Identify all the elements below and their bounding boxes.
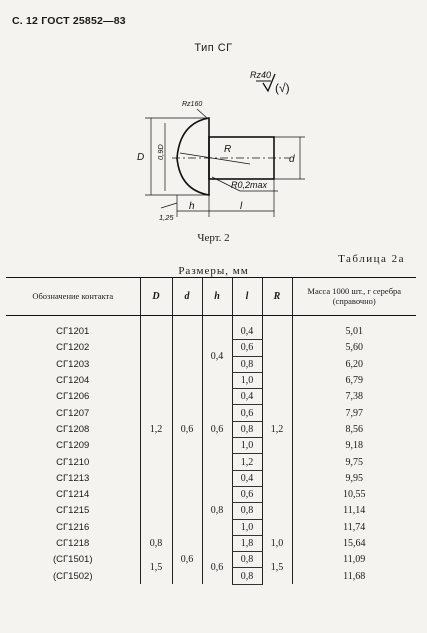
row-mass: 7,38 — [292, 389, 416, 405]
row-mass: 5,01 — [292, 324, 416, 340]
cell-h: 0,6 — [172, 535, 202, 584]
row-name: СГ1208 — [56, 423, 90, 435]
row-name: СГ1201 — [56, 326, 90, 338]
type-title: Тип СГ — [194, 42, 233, 54]
dimensions-table — [6, 277, 416, 585]
row-name: СГ1207 — [56, 407, 90, 419]
row-l: 0,4 — [232, 389, 262, 405]
row-name: СГ1209 — [56, 440, 90, 452]
row-name: СГ1206 — [56, 391, 90, 403]
diameter-d-label: d — [289, 154, 295, 165]
row-name: (СГ1501) — [53, 554, 93, 566]
height-h-label: h — [189, 201, 195, 212]
row-l: 0,6 — [232, 486, 262, 502]
table-row — [6, 324, 416, 340]
cell-d: 0,6 — [172, 324, 202, 536]
figure-caption: Черт. 2 — [197, 232, 230, 244]
cell-R: 1,2 — [262, 324, 292, 536]
row-mass: 9,18 — [292, 438, 416, 454]
cell-d: 0,8 — [140, 535, 172, 551]
cell-R: 1,0 — [262, 535, 292, 551]
roughness-rz40-label: Rz40 — [250, 70, 272, 80]
col-header-l: l — [232, 278, 262, 316]
cell-D: 1,2 — [140, 324, 172, 536]
col-header-D: D — [140, 278, 172, 316]
angle-125-label: 1,25 — [159, 213, 174, 222]
row-name: СГ1215 — [56, 505, 90, 517]
cell-R: 1,5 — [262, 552, 292, 585]
row-name: СГ1218 — [56, 538, 90, 549]
row-mass: 15,64 — [292, 535, 416, 551]
cell-h: 0,8 — [202, 470, 232, 551]
row-l: 1,0 — [232, 519, 262, 535]
row-name: СГ1210 — [56, 456, 90, 468]
cell-D: 1,5 — [140, 552, 172, 585]
row-mass: 6,79 — [292, 372, 416, 388]
col-header-mass: Масса 1000 шт., г серебра (справочно) — [292, 278, 416, 316]
row-mass: 11,14 — [292, 503, 416, 519]
row-l: 1,0 — [232, 372, 262, 388]
row-l: 0,8 — [232, 356, 262, 372]
row-name: СГ1202 — [56, 342, 90, 354]
radius-R-label: R — [224, 144, 232, 155]
row-mass: 11,68 — [292, 568, 416, 584]
roughness-check-label: (√) — [275, 81, 290, 95]
sizes-label: Размеры, мм — [178, 265, 249, 277]
rz160-label: Rz160 — [182, 101, 203, 108]
row-mass: 7,97 — [292, 405, 416, 421]
length-l-label: l — [240, 201, 243, 212]
row-mass: 9,95 — [292, 470, 416, 486]
table-row — [6, 552, 416, 568]
row-l: 0,6 — [232, 340, 262, 356]
row-mass: 11,74 — [292, 519, 416, 535]
row-name: СГ1214 — [56, 489, 90, 501]
row-l: 1,0 — [232, 438, 262, 454]
row-name: СГ1216 — [56, 521, 90, 533]
col-header-R: R — [262, 278, 292, 316]
row-l: 0,8 — [232, 568, 262, 584]
row-l: 0,6 — [232, 405, 262, 421]
row-name: СГ1203 — [56, 358, 90, 370]
row-l: 0,8 — [232, 421, 262, 437]
row-l: 1,2 — [232, 454, 262, 470]
table-row — [6, 470, 416, 486]
col-header-name: Обозначение контакта — [6, 278, 140, 316]
page-header: С. 12 ГОСТ 25852—83 — [12, 15, 126, 27]
row-mass: 11,09 — [292, 552, 416, 568]
row-mass: 5,60 — [292, 340, 416, 356]
row-name: СГ1213 — [56, 472, 90, 484]
col-header-d: d — [172, 278, 202, 316]
row-l: 0,8 — [232, 552, 262, 568]
cell-h: 0,4 — [202, 324, 232, 389]
row-name: СГ1204 — [56, 375, 90, 387]
row-l: 0,4 — [232, 470, 262, 486]
cell-d: 0,6 — [202, 552, 232, 585]
row-mass: 10,55 — [292, 486, 416, 502]
row-name: (СГ1502) — [53, 570, 93, 582]
cell-h: 0,6 — [202, 389, 232, 470]
row-l: 0,8 — [232, 503, 262, 519]
row-mass: 6,20 — [292, 356, 416, 372]
row-l: 0,4 — [232, 324, 262, 340]
diameter-09D-label: 0,9D — [156, 144, 165, 160]
col-header-h: h — [202, 278, 232, 316]
row-mass: 8,56 — [292, 421, 416, 437]
table-label: Таблица 2а — [338, 253, 405, 265]
diameter-D-label: D — [137, 152, 145, 163]
row-l: 1,8 — [232, 535, 262, 551]
r02max-label: R0,2max — [231, 180, 268, 190]
technical-drawing — [0, 60, 427, 230]
table-row — [6, 389, 416, 405]
row-mass: 9,75 — [292, 454, 416, 470]
